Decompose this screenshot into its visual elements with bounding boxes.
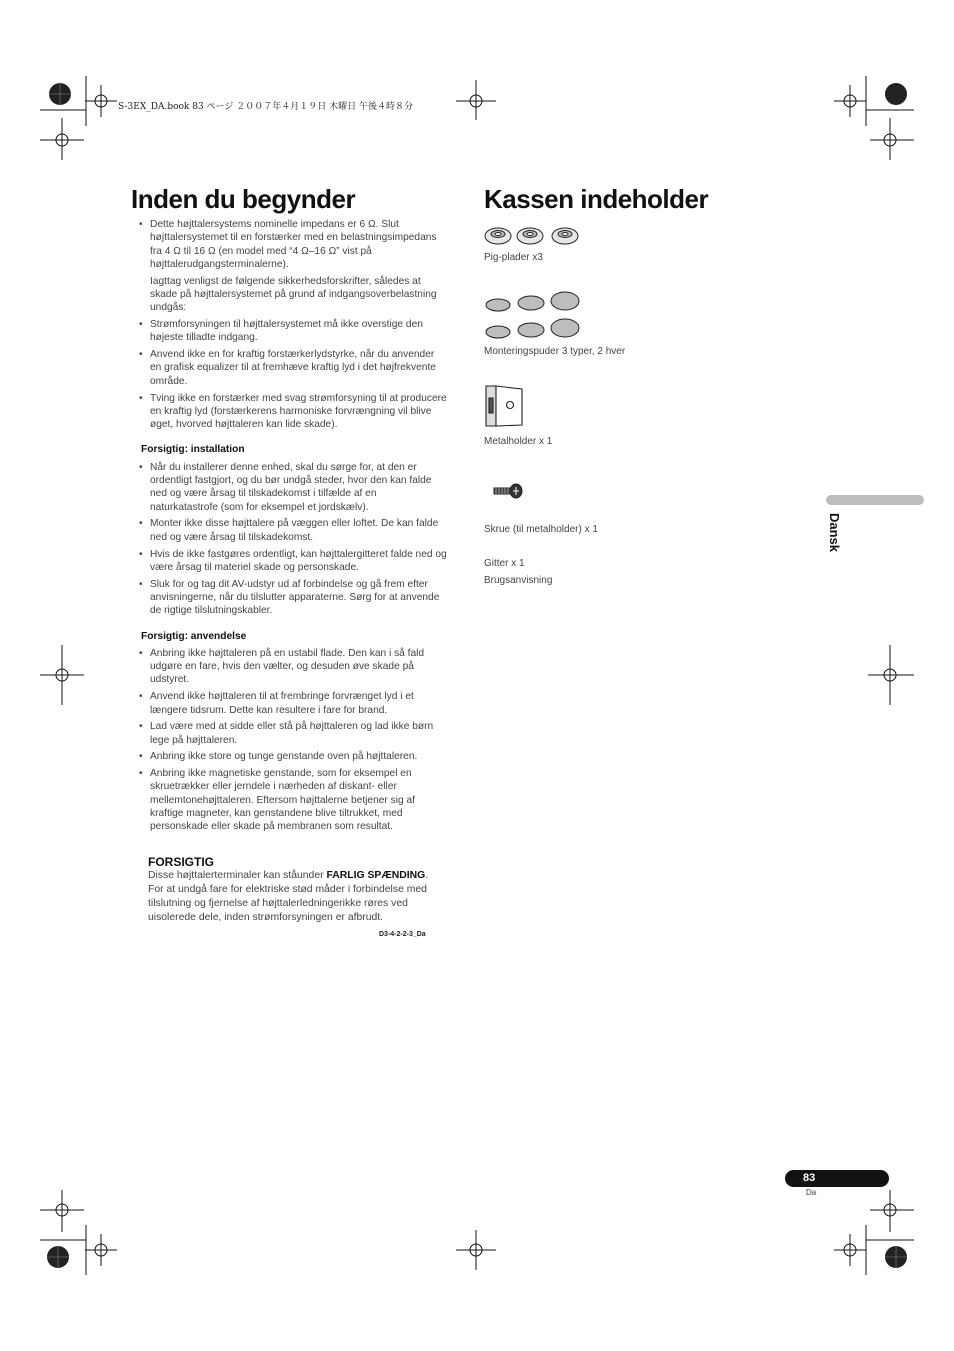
list-item: • Anvend ikke højttaleren til at frembringe forvrænget lyd i et længere tidsrum. Dette kan resultere i fare for brand.: [139, 690, 447, 717]
metal-holder-icon: [484, 383, 528, 429]
page-number: 83: [803, 1172, 816, 1184]
caption-spike-plates: Pig-plader x3: [484, 252, 543, 263]
caption-manual: Brugsanvisning: [484, 575, 553, 586]
list-item: • Anvend ikke en for kraftig forstærkerlydstyrke, når du anvender en grafisk equalizer til at fremhæve kraftig lyd i det højfrekvente område.: [139, 348, 447, 388]
section-title-box-contents: Kassen indeholder: [484, 184, 709, 214]
caption-screw: Skrue (til metalholder) x 1: [484, 524, 598, 535]
intro-list-2: [139, 318, 447, 431]
language-tab-bar: [826, 495, 924, 505]
section-title-before-start: Inden du begynder: [131, 184, 356, 214]
warning-box: [148, 855, 434, 925]
warning-title: FORSIGTIG: [148, 855, 214, 869]
language-tab: [826, 513, 856, 573]
list-item: • Strømforsyningen til højttalersystemet må ikke overstige den højeste tilladte indgang.: [139, 318, 447, 345]
left-column: [139, 218, 447, 837]
intro-note: Iagttag venligst de følgende sikkerhedsforskrifter, således at skade på højttalersystemet på grund af indgangsoverbelastning undgås:: [150, 275, 437, 314]
list-item: • Monter ikke disse højttalere på væggen eller loftet. De kan falde ned og være årsag til tilskadekomst.: [139, 517, 447, 544]
list-item: • Når du installerer denne enhed, skal du sørge for, at den er ordentligt fastgjort, og du bør undgå steder, hvor den kan falde ned og være årsag til tilskadekomst i tilfælde af en naturkatastrofe (som for eksempel et jordskælv).: [139, 461, 447, 514]
usage-list: [139, 647, 447, 834]
language-tab-label: Dansk: [827, 513, 842, 553]
list-item: • Tving ikke en forstærker med svag strømforsyning til at producere en kraftig lyd (forstærkerens harmoniske forvrængning vil blive øget, hvorved højttaleren kan lide skade).: [139, 392, 447, 432]
list-item: • Dette højttalersystems nominelle impedans er 6 Ω. Slut højttalersystemet til en forstærker med en belastningsimpedans fra 4 Ω til 16 Ω (en model med “4 Ω–16 Ω” vist på højttalerudgangsterminalerne).: [139, 218, 447, 271]
caption-grille: Gitter x 1: [484, 558, 525, 569]
caption-mounting-pads: Monteringspuder 3 typer, 2 hver: [484, 346, 626, 357]
usage-heading: Forsigtig: anvendelse: [141, 630, 247, 642]
warning-text: Disse højttalerterminaler kan ståunder FARLIG SPÆNDING. For at undgå fare for elektriske stød måder i forbindelse med tilslutning og fjernelse af højttalerledningerikke røres ved uisolerede dele, inden strømforsyningen er afbrudt.: [148, 870, 429, 923]
print-header: S-3EX_DA.book 83 ページ ２００７年４月１９日 木曜日 午後４時８分: [118, 102, 413, 112]
list-item: • Anbring ikke store og tunge genstande oven på højttaleren.: [139, 750, 447, 763]
doc-code: D3-4-2-2-3_Da: [379, 931, 426, 938]
mounting-pad-icon: [484, 288, 584, 342]
caption-metal-holder: Metalholder x 1: [484, 436, 553, 447]
list-item: • Anbring ikke højttaleren på en ustabil flade. Den kan i så fald udgøre en fare, hvis den vælter, og desuden øve skade på udstyret.: [139, 647, 447, 687]
screw-icon: [492, 482, 526, 500]
installation-list: [139, 461, 447, 618]
list-item: • Anbring ikke magnetiske genstande, som for eksempel en skruetrækker eller jerndele i nærheden af diskant- eller mellemtonehøjttaleren. Eftersom højttalerne betjener sig af kraftige magneter, kan genstandene blive tiltrukket, med personskade eller skade på membranen som resultat.: [139, 767, 447, 833]
list-item: • Hvis de ikke fastgøres ordentligt, kan højttalergitteret falde ned og være årsag til materiel skade og personskade.: [139, 548, 447, 575]
page-number-badge: [785, 1170, 889, 1187]
spike-plate-icon: [484, 224, 584, 248]
installation-heading: Forsigtig: installation: [141, 444, 245, 456]
page-language: Da: [806, 1188, 817, 1197]
list-item: • Lad være med at sidde eller stå på højttaleren og lad ikke børn lege på højttaleren.: [139, 720, 447, 747]
list-item: • Sluk for og tag dit AV-udstyr ud af forbindelse og gå frem efter anvisningerne, når du tilslutter apparaterne. Sørg for at anvende de rigtige tilslutningskabler.: [139, 578, 447, 618]
intro-list: [139, 218, 447, 271]
